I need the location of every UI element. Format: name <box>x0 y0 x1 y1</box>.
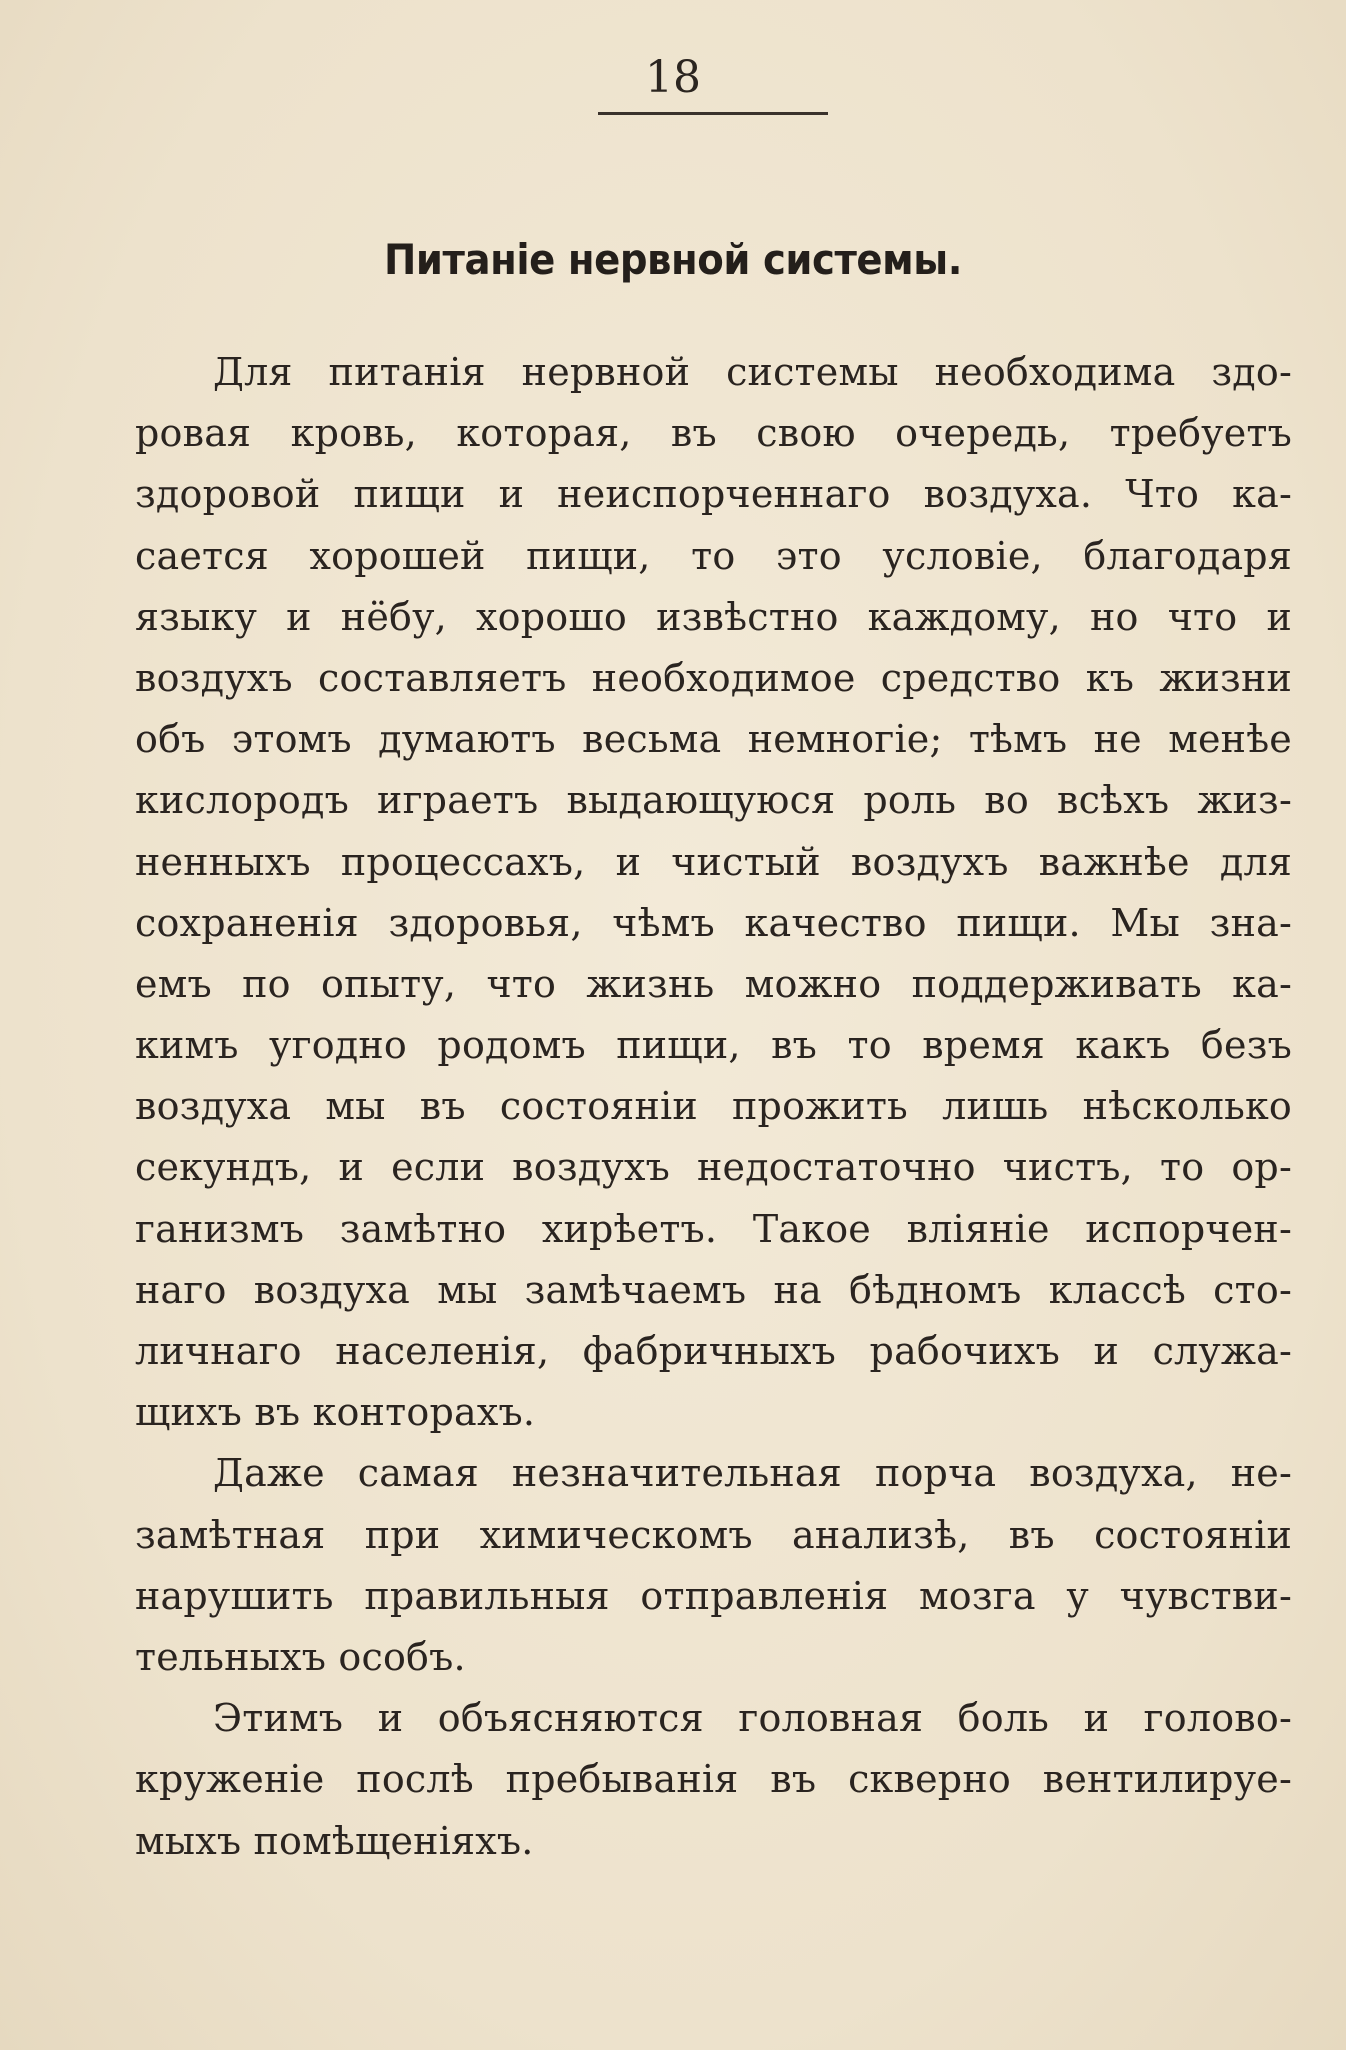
section-heading: Питаніе нервной системы. <box>384 235 962 284</box>
text-line: нарушить правильныя отправленія мозга у чувстви- <box>135 1573 1292 1618</box>
text-line: мыхъ помѣщеніяхъ. <box>135 1818 534 1863</box>
paragraph-1 <box>135 342 1292 1443</box>
body-text <box>135 342 1292 1872</box>
text-line: здоровой пищи и неиспорченнаго воздуха. Что ка- <box>135 472 1292 517</box>
text-line: емъ по опыту, что жизнь можно поддерживать ка- <box>135 961 1292 1006</box>
paragraph-2 <box>135 1443 1292 1688</box>
text-line: Даже самая незначительная порча воздуха, не- <box>213 1451 1292 1496</box>
text-line: сохраненія здоровья, чѣмъ качество пищи. Мы зна- <box>135 900 1292 945</box>
text-line: кимъ угодно родомъ пищи, въ то время какъ безъ <box>135 1023 1292 1068</box>
text-line: личнаго населенія, фабричныхъ рабочихъ и служа- <box>135 1329 1292 1373</box>
text-line: ганизмъ замѣтно хирѣетъ. Такое вліяніе испорчен- <box>135 1206 1292 1251</box>
text-line: воздуха мы въ состояніи прожить лишь нѣсколько <box>135 1084 1292 1129</box>
text-line: щихъ въ конторахъ. <box>135 1390 536 1435</box>
text-line: круженіе послѣ пребыванія въ скверно вентилируе- <box>135 1757 1292 1802</box>
page-number: 18 <box>645 52 701 103</box>
paragraph-3 <box>135 1688 1292 1872</box>
text-line: кислородъ играетъ выдающуюся роль во всѣхъ жиз- <box>135 778 1292 823</box>
text-line: секундъ, и если воздухъ недостаточно чистъ, то ор- <box>135 1145 1292 1190</box>
text-line: Для питанія нервной системы необходима здо- <box>213 350 1292 394</box>
text-line: Этимъ и объясняются головная боль и голово- <box>213 1696 1292 1741</box>
text-line: ровая кровь, которая, въ свою очередь, требуетъ <box>135 411 1292 456</box>
text-line: ненныхъ процессахъ, и чистый воздухъ важнѣе для <box>135 839 1292 884</box>
text-line: объ этомъ думаютъ весьма немногіе; тѣмъ не менѣе <box>135 717 1292 762</box>
text-line: тельныхъ особъ. <box>135 1634 466 1679</box>
text-line: воздухъ составляетъ необходимое средство къ жизни <box>135 655 1292 700</box>
text-line: сается хорошей пищи, то это условіе, благодаря <box>135 533 1292 578</box>
text-line: наго воздуха мы замѣчаемъ на бѣдномъ классѣ сто- <box>135 1267 1292 1312</box>
text-line: замѣтная при химическомъ анализѣ, въ состояніи <box>135 1512 1292 1557</box>
text-line: языку и нёбу, хорошо извѣстно каждому, но что и <box>135 594 1292 639</box>
page-number-rule <box>598 112 828 115</box>
